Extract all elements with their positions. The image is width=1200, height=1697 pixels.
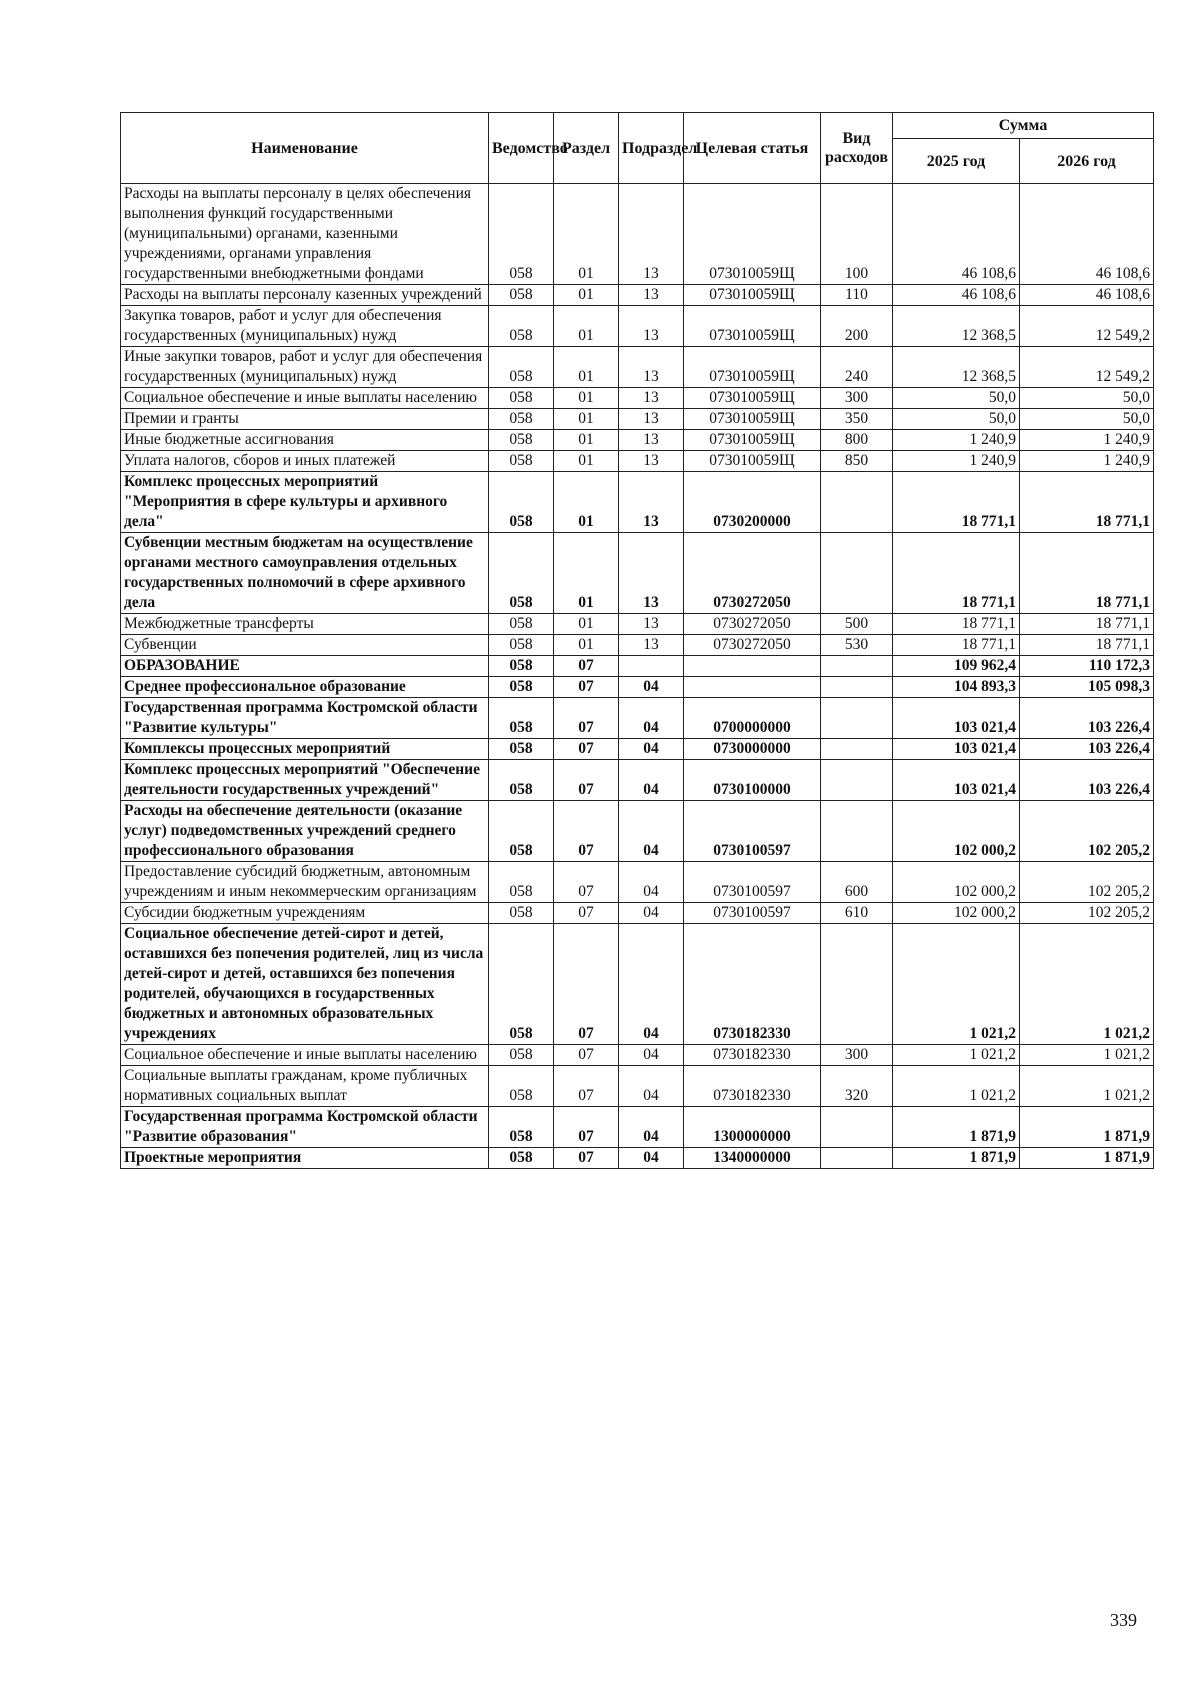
cell-section: 01 [554,451,619,472]
cell-name: Социальные выплаты гражданам, кроме публичных нормативных социальных выплат [121,1066,489,1107]
header-ministry: Ведомство [489,113,554,184]
cell-ministry: 058 [489,347,554,388]
table-row [121,1045,1154,1066]
cell-expense-type: 850 [821,451,893,472]
cell-expense-type [821,656,893,677]
cell-expense-type [821,739,893,760]
cell-sum-2026: 110 172,3 [1020,656,1154,677]
cell-name: Среднее профессиональное образование [121,677,489,698]
cell-sum-2026: 1 021,2 [1020,924,1154,1045]
table-row [121,285,1154,306]
cell-target-article: 073010059Щ [684,347,821,388]
cell-sum-2025: 102 000,2 [893,801,1020,862]
cell-sum-2026: 12 549,2 [1020,347,1154,388]
cell-section: 07 [554,903,619,924]
cell-expense-type: 300 [821,388,893,409]
cell-name: Закупка товаров, работ и услуг для обеспечения государственных (муниципальных) нужд [121,306,489,347]
table-row [121,903,1154,924]
cell-ministry: 058 [489,801,554,862]
table-row [121,862,1154,903]
cell-ministry: 058 [489,1066,554,1107]
cell-target-article: 0730200000 [684,472,821,533]
cell-name: Расходы на обеспечение деятельности (оказание услуг) подведомственных учреждений среднего профессионального образования [121,801,489,862]
cell-expense-type: 610 [821,903,893,924]
cell-sum-2025: 1 021,2 [893,1045,1020,1066]
cell-name: Иные бюджетные ассигнования [121,430,489,451]
cell-sum-2026: 102 205,2 [1020,903,1154,924]
cell-subsection: 13 [619,472,684,533]
cell-ministry: 058 [489,739,554,760]
table-body [121,184,1154,1169]
header-year-2026: 2026 год [1020,139,1154,184]
cell-section: 07 [554,862,619,903]
cell-subsection: 04 [619,739,684,760]
header-sum: Сумма [893,113,1154,139]
cell-subsection: 04 [619,760,684,801]
cell-sum-2025: 1 240,9 [893,430,1020,451]
cell-sum-2025: 50,0 [893,409,1020,430]
page-number: 339 [1110,1610,1137,1630]
header-target-article: Целевая статья [684,113,821,184]
cell-sum-2026: 18 771,1 [1020,635,1154,656]
cell-section: 07 [554,924,619,1045]
table-row [121,760,1154,801]
table-row [121,472,1154,533]
cell-subsection: 13 [619,388,684,409]
table-row [121,388,1154,409]
cell-subsection: 04 [619,862,684,903]
cell-target-article: 0730272050 [684,614,821,635]
header-subsection: Подраздел [619,113,684,184]
cell-expense-type: 800 [821,430,893,451]
cell-name: Премии и гранты [121,409,489,430]
cell-subsection: 13 [619,184,684,285]
cell-expense-type [821,1148,893,1169]
cell-target-article: 0730182330 [684,924,821,1045]
table-row [121,698,1154,739]
cell-sum-2026: 46 108,6 [1020,184,1154,285]
cell-expense-type: 350 [821,409,893,430]
cell-sum-2025: 46 108,6 [893,285,1020,306]
cell-section: 01 [554,306,619,347]
cell-section: 07 [554,801,619,862]
cell-target-article: 073010059Щ [684,306,821,347]
cell-ministry: 058 [489,533,554,614]
cell-sum-2025: 103 021,4 [893,760,1020,801]
cell-subsection: 04 [619,698,684,739]
cell-ministry: 058 [489,409,554,430]
cell-name: Государственная программа Костромской области "Развитие культуры" [121,698,489,739]
cell-subsection: 04 [619,924,684,1045]
cell-sum-2025: 18 771,1 [893,533,1020,614]
cell-subsection: 13 [619,614,684,635]
cell-sum-2026: 50,0 [1020,409,1154,430]
cell-expense-type: 240 [821,347,893,388]
cell-target-article: 0730272050 [684,533,821,614]
table-row [121,677,1154,698]
cell-target-article [684,656,821,677]
cell-section: 07 [554,677,619,698]
cell-target-article: 0730182330 [684,1066,821,1107]
cell-section: 01 [554,409,619,430]
cell-target-article: 073010059Щ [684,409,821,430]
cell-sum-2026: 1 021,2 [1020,1066,1154,1107]
cell-sum-2026: 50,0 [1020,388,1154,409]
cell-target-article: 073010059Щ [684,388,821,409]
cell-ministry: 058 [489,903,554,924]
cell-ministry: 058 [489,862,554,903]
table-row [121,430,1154,451]
cell-expense-type [821,533,893,614]
cell-target-article: 073010059Щ [684,451,821,472]
cell-subsection [619,656,684,677]
cell-sum-2026: 1 240,9 [1020,430,1154,451]
cell-name: Иные закупки товаров, работ и услуг для обеспечения государственных (муниципальных) нужд [121,347,489,388]
cell-expense-type [821,924,893,1045]
cell-subsection: 04 [619,677,684,698]
cell-section: 01 [554,388,619,409]
cell-expense-type: 530 [821,635,893,656]
cell-sum-2025: 102 000,2 [893,903,1020,924]
cell-sum-2026: 102 205,2 [1020,801,1154,862]
header-expense-type: Вид расходов [821,113,893,184]
cell-name: Предоставление субсидий бюджетным, автономным учреждениям и иным некоммерческим организациям [121,862,489,903]
cell-name: Социальное обеспечение и иные выплаты населению [121,388,489,409]
table-row [121,656,1154,677]
cell-sum-2025: 1 871,9 [893,1107,1020,1148]
cell-name: Уплата налогов, сборов и иных платежей [121,451,489,472]
cell-section: 07 [554,656,619,677]
header-section: Раздел [554,113,619,184]
cell-expense-type: 200 [821,306,893,347]
cell-expense-type: 600 [821,862,893,903]
cell-target-article: 0730100597 [684,862,821,903]
cell-ministry: 058 [489,388,554,409]
cell-sum-2025: 102 000,2 [893,862,1020,903]
cell-ministry: 058 [489,698,554,739]
cell-sum-2025: 12 368,5 [893,347,1020,388]
cell-ministry: 058 [489,1148,554,1169]
cell-subsection: 04 [619,1066,684,1107]
cell-ministry: 058 [489,1107,554,1148]
cell-section: 07 [554,698,619,739]
cell-sum-2026: 103 226,4 [1020,739,1154,760]
cell-expense-type [821,801,893,862]
cell-target-article [684,677,821,698]
cell-ministry: 058 [489,677,554,698]
cell-target-article: 073010059Щ [684,184,821,285]
cell-subsection: 04 [619,1107,684,1148]
cell-ministry: 058 [489,306,554,347]
cell-target-article: 0730182330 [684,1045,821,1066]
cell-target-article: 0730100597 [684,801,821,862]
table-row [121,451,1154,472]
cell-target-article: 073010059Щ [684,285,821,306]
cell-name: Социальное обеспечение и иные выплаты населению [121,1045,489,1066]
cell-sum-2025: 109 962,4 [893,656,1020,677]
table-row [121,801,1154,862]
cell-name: Расходы на выплаты персоналу казенных учреждений [121,285,489,306]
cell-sum-2025: 18 771,1 [893,635,1020,656]
cell-sum-2026: 105 098,3 [1020,677,1154,698]
cell-ministry: 058 [489,430,554,451]
cell-name: Субсидии бюджетным учреждениям [121,903,489,924]
cell-section: 01 [554,533,619,614]
cell-section: 01 [554,472,619,533]
cell-ministry: 058 [489,656,554,677]
cell-target-article: 1300000000 [684,1107,821,1148]
cell-sum-2026: 18 771,1 [1020,614,1154,635]
cell-sum-2026: 18 771,1 [1020,533,1154,614]
cell-sum-2025: 1 240,9 [893,451,1020,472]
table-row [121,306,1154,347]
cell-section: 01 [554,347,619,388]
cell-section: 07 [554,1045,619,1066]
table-row [121,924,1154,1045]
cell-sum-2025: 103 021,4 [893,698,1020,739]
cell-subsection: 04 [619,903,684,924]
cell-name: Комплекс процессных мероприятий "Обеспечение деятельности государственных учреждений" [121,760,489,801]
cell-sum-2026: 103 226,4 [1020,698,1154,739]
cell-name: Субвенции местным бюджетам на осуществление органами местного самоуправления отдельных государственных полномочий в сфере архивного дела [121,533,489,614]
table-row [121,1148,1154,1169]
cell-sum-2025: 50,0 [893,388,1020,409]
header-year-2025: 2025 год [893,139,1020,184]
cell-expense-type: 100 [821,184,893,285]
cell-target-article: 0730000000 [684,739,821,760]
cell-section: 01 [554,614,619,635]
cell-expense-type [821,1107,893,1148]
cell-subsection: 13 [619,635,684,656]
cell-expense-type [821,760,893,801]
cell-section: 01 [554,184,619,285]
cell-expense-type: 110 [821,285,893,306]
cell-target-article: 073010059Щ [684,430,821,451]
cell-name: Социальное обеспечение детей-сирот и детей, оставшихся без попечения родителей, лиц из числа детей-сирот и детей, оставшихся без попечения родителей, обучающихся в государственных бюджетных и автономных образовательных учреждениях [121,924,489,1045]
cell-expense-type [821,698,893,739]
cell-target-article: 0730272050 [684,635,821,656]
header-name: Наименование [121,113,489,184]
cell-ministry: 058 [489,184,554,285]
cell-sum-2026: 102 205,2 [1020,862,1154,903]
cell-expense-type: 320 [821,1066,893,1107]
cell-expense-type [821,472,893,533]
cell-expense-type: 300 [821,1045,893,1066]
table-row [121,533,1154,614]
cell-name: Расходы на выплаты персоналу в целях обеспечения выполнения функций государственными (муниципальными) органами, казенными учреждениями, органами управления государственными внебюджетными фондами [121,184,489,285]
cell-expense-type [821,677,893,698]
cell-section: 07 [554,1066,619,1107]
cell-sum-2025: 18 771,1 [893,614,1020,635]
table-row [121,635,1154,656]
cell-target-article: 1340000000 [684,1148,821,1169]
cell-sum-2025: 18 771,1 [893,472,1020,533]
cell-subsection: 13 [619,306,684,347]
cell-section: 01 [554,430,619,451]
cell-subsection: 04 [619,801,684,862]
cell-ministry: 058 [489,1045,554,1066]
cell-sum-2026: 46 108,6 [1020,285,1154,306]
cell-sum-2026: 1 021,2 [1020,1045,1154,1066]
cell-subsection: 04 [619,1045,684,1066]
cell-sum-2025: 104 893,3 [893,677,1020,698]
cell-ministry: 058 [489,451,554,472]
table-header [121,113,1154,184]
table-row [121,739,1154,760]
cell-section: 07 [554,760,619,801]
cell-subsection: 13 [619,451,684,472]
cell-subsection: 13 [619,347,684,388]
cell-section: 07 [554,1107,619,1148]
cell-sum-2025: 12 368,5 [893,306,1020,347]
cell-name: Межбюджетные трансферты [121,614,489,635]
cell-section: 07 [554,739,619,760]
cell-target-article: 0730100000 [684,760,821,801]
cell-sum-2025: 1 021,2 [893,1066,1020,1107]
cell-subsection: 13 [619,533,684,614]
table-row [121,1066,1154,1107]
cell-name: Комплексы процессных мероприятий [121,739,489,760]
cell-ministry: 058 [489,760,554,801]
cell-ministry: 058 [489,285,554,306]
cell-sum-2026: 18 771,1 [1020,472,1154,533]
table-row [121,1107,1154,1148]
cell-ministry: 058 [489,614,554,635]
table-row [121,409,1154,430]
cell-name: Государственная программа Костромской области "Развитие образования" [121,1107,489,1148]
cell-ministry: 058 [489,924,554,1045]
cell-sum-2025: 46 108,6 [893,184,1020,285]
cell-name: Субвенции [121,635,489,656]
cell-target-article: 0730100597 [684,903,821,924]
cell-subsection: 04 [619,1148,684,1169]
table-row [121,614,1154,635]
cell-subsection: 13 [619,430,684,451]
table-row [121,347,1154,388]
cell-sum-2025: 1 021,2 [893,924,1020,1045]
cell-subsection: 13 [619,285,684,306]
cell-sum-2026: 1 240,9 [1020,451,1154,472]
cell-name: ОБРАЗОВАНИЕ [121,656,489,677]
cell-section: 07 [554,1148,619,1169]
cell-sum-2026: 103 226,4 [1020,760,1154,801]
cell-sum-2025: 103 021,4 [893,739,1020,760]
cell-sum-2026: 1 871,9 [1020,1148,1154,1169]
cell-subsection: 13 [619,409,684,430]
cell-expense-type: 500 [821,614,893,635]
budget-table [120,112,1154,1169]
cell-section: 01 [554,635,619,656]
cell-name: Комплекс процессных мероприятий "Мероприятия в сфере культуры и архивного дела" [121,472,489,533]
cell-name: Проектные мероприятия [121,1148,489,1169]
cell-section: 01 [554,285,619,306]
cell-target-article: 0700000000 [684,698,821,739]
cell-sum-2026: 12 549,2 [1020,306,1154,347]
cell-sum-2026: 1 871,9 [1020,1107,1154,1148]
cell-ministry: 058 [489,472,554,533]
cell-ministry: 058 [489,635,554,656]
cell-sum-2025: 1 871,9 [893,1148,1020,1169]
table-row [121,184,1154,285]
